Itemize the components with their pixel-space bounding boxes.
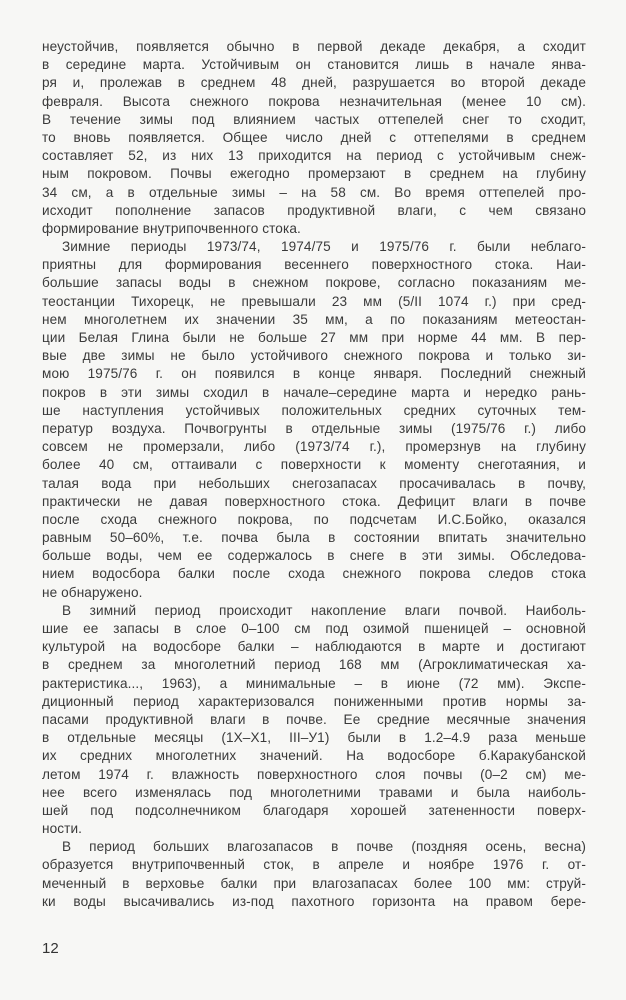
text-line: не обнаружено.: [42, 584, 143, 600]
text-line: равным 50–60%, т.е. почва была в состоянии впитать значительно: [42, 530, 586, 546]
text-line: ки воды высачивались из-под пахотного горизонта на правом бере-: [42, 893, 586, 909]
paragraph: [42, 38, 586, 238]
text-line: ции Белая Глина были не больше 27 мм при норме 44 мм. В пер-: [42, 330, 586, 345]
text-line: талая вода при небольших снегозапасах просачивалась в почву,: [42, 475, 586, 491]
paragraph: [42, 602, 586, 838]
text-line: Зимние периоды 1973/74, 1974/75 и 1975/76 г. были неблаго-: [62, 239, 586, 255]
text-line: В течение зимы под влиянием частых оттепелей снег то сходит,: [42, 111, 586, 127]
text-line: пасами продуктивной влаги в почве. Ее средние месячные значения: [42, 711, 586, 727]
text-line: нем многолетнем их значении 35 мм, а по показаниям метеостан-: [42, 311, 586, 327]
text-line: нием водосбора балки после схода снежного покрова следов стока: [42, 566, 586, 582]
text-line: в середине марта. Устойчивым он становится лишь в начале янва-: [42, 57, 586, 73]
text-line: то вновь появляется. Общее число дней с оттепелями в среднем: [42, 129, 586, 145]
text-line: большие запасы воды в снежном покрове, согласно показаниям ме-: [42, 275, 586, 291]
text-line: В период больших влагозапасов в почве (поздняя осень, весна): [62, 839, 586, 855]
text-line: ператур воздуха. Почвогрунты в отдельные зимы (1975/76 г.) либо: [42, 420, 586, 436]
text-line: формирование внутрипочвенного стока.: [42, 220, 301, 236]
text-line: диционный период характеризовался пониженными против нормы за-: [42, 693, 586, 709]
text-line: покров в эти зимы сходил в начале–середине марта и нередко рань-: [42, 384, 586, 400]
text-line: шие ее запасы в слое 0–100 см под озимой пшеницей – основной: [42, 621, 586, 636]
text-line: мою 1975/76 г. он появился в конце января. Последний снежный: [42, 366, 586, 382]
text-line: их средних многолетних значений. На водосборе б.Каракубанской: [42, 748, 586, 764]
text-line: ше наступления устойчивых положительных средних суточных тем-: [42, 402, 586, 418]
text-line: февраля. Высота снежного покрова незначительная (менее 10 см).: [42, 93, 586, 109]
text-line: ным покровом. Почвы ежегодно промерзают в среднем на глубину: [42, 166, 586, 182]
text-line: практически не давая поверхностного стока. Дефицит влаги в почве: [42, 493, 586, 509]
text-line: образуется внутрипочвенный сток, в апреле и ноябре 1976 г. от-: [42, 857, 586, 873]
text-line: после схода снежного покрова, по подсчетам И.С.Бойко, оказался: [42, 511, 586, 527]
text-line: в отдельные месяцы (1Х–Х1, III–У1) были в 1.2–4.9 раза меньше: [42, 730, 586, 746]
text-line: исходит пополнение запасов продуктивной влаги, с чем связано: [42, 202, 586, 218]
page-body: [42, 38, 586, 911]
text-line: более 40 см, оттаивали с поверхности к моменту снеготаяния, и: [42, 457, 586, 473]
text-line: в среднем за многолетний период 168 мм (Агроклиматическая ха-: [42, 657, 586, 673]
text-line: меченный в верховье балки при влагозапасах более 100 мм: струй-: [42, 875, 586, 891]
text-line: составляет 52, из них 13 приходится на период с устойчивым снеж-: [42, 148, 586, 164]
text-line: вые две зимы не было устойчивого снежного покрова и только зи-: [42, 348, 586, 364]
text-line: нее всего изменялась под многолетними травами и была наиболь-: [42, 784, 586, 800]
text-line: неустойчив, появляется обычно в первой декаде декабря, а сходит: [42, 39, 586, 54]
text-line: больше воды, чем ее содержалось в снеге в эти зимы. Обследова-: [42, 548, 586, 564]
text-line: совсем не промерзали, либо (1973/74 г.), промерзнув на глубину: [42, 439, 586, 455]
text-line: рактеристика..., 1963), а минимальные – в июне (72 мм). Экспе-: [42, 675, 586, 691]
text-line: В зимний период происходит накопление влаги почвой. Наиболь-: [62, 602, 586, 618]
text-line: 34 см, а в отдельные зимы – на 58 см. Во время оттепелей про-: [42, 184, 586, 200]
text-line: шей под подсолнечником благодаря хорошей затененности поверх-: [42, 802, 586, 818]
text-line: теостанции Тихорецк, не превышали 23 мм (5/II 1074 г.) при сред-: [42, 293, 586, 309]
paragraph: [42, 838, 586, 911]
text-line: ря и, пролежав в среднем 48 дней, разрушается во второй декаде: [42, 75, 586, 91]
page-number: 12: [42, 940, 59, 957]
paragraph: [42, 238, 586, 602]
text-line: летом 1974 г. влажность поверхностного слоя почвы (0–2 см) ме-: [42, 766, 586, 782]
text-line: культурой на водосборе балки – наблюдаются в марте и достигают: [42, 639, 586, 655]
text-line: ности.: [42, 821, 83, 837]
text-line: приятны для формирования весеннего поверхностного стока. Наи-: [42, 257, 586, 273]
